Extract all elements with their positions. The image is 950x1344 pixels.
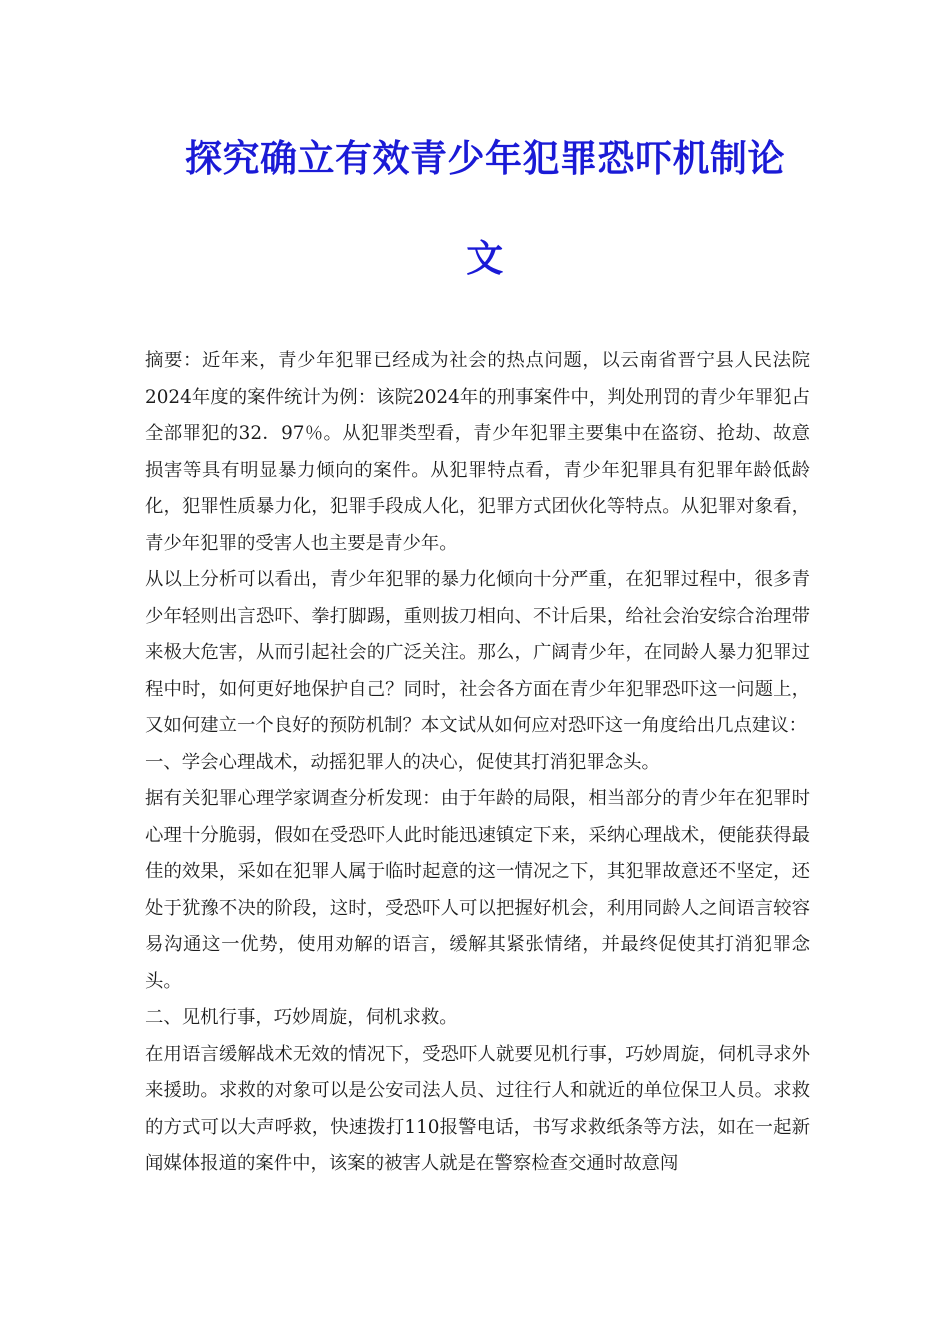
paragraph-abstract: 摘要：近年来，青少年犯罪已经成为社会的热点问题，以云南省晋宁县人民法院2024年度的案件统计为例：该院2024年的刑事案件中，判处刑罚的青少年罪犯占全部罪犯的32．97％。从犯罪类型看，青少年犯罪主要集中在盗窃、抢劫、故意损害等具有明显暴力倾向的案件。从犯罪特点看，青少年犯罪具有犯罪年龄低龄化，犯罪性质暴力化，犯罪手段成人化，犯罪方式团伙化等特点。从犯罪对象看，青少年犯罪的受害人也主要是青少年。 — [145, 350, 810, 554]
paragraph-section-1: 据有关犯罪心理学家调查分析发现：由于年龄的局限，相当部分的青少年在犯罪时心理十分脆弱，假如在受恐吓人此时能迅速镇定下来，采纳心理战术，便能获得最佳的效果，采如在犯罪人属于临时起意的这一情况之下，其犯罪故意还不坚定，还处于犹豫不决的阶段，这时，受恐吓人可以把握好机会，利用同龄人之间语言较容易沟通这一优势，使用劝解的语言，缓解其紧张情绪，并最终促使其打消犯罪念头。 — [145, 788, 810, 992]
section-heading-1: 一、学会心理战术，动摇犯罪人的决心，促使其打消犯罪念头。 — [145, 751, 660, 773]
document-title-line-1: 探究确立有效青少年犯罪恐吓机制论 — [185, 137, 785, 180]
section-heading-2: 二、见机行事，巧妙周旋，伺机求救。 — [145, 1007, 458, 1028]
paragraph-section-2: 在用语言缓解战术无效的情况下，受恐吓人就要见机行事，巧妙周旋，伺机寻求外来援助。求救的对象可以是公安司法人员、过往行人和就近的单位保卫人员。求救的方式可以大声呼救，快速拨打110报警电话，书写求救纸条等方法，如在一起新闻媒体报道的案件中，该案的被害人就是在警察检查交通时故意闯 — [145, 1043, 810, 1174]
paragraph-analysis: 从以上分析可以看出，青少年犯罪的暴力化倾向十分严重，在犯罪过程中，很多青少年轻则出言恐吓、拳打脚踢，重则拔刀相向、不计后果，给社会治安综合治理带来极大危害，从而引起社会的广泛关注。那么，广阔青少年，在同龄人暴力犯罪过程中时，如何更好地保护自己？同时，社会各方面在青少年犯罪恐吓这一问题上，又如何建立一个良好的预防机制？本文试从如何应对恐吓这一角度给出几点建议： — [145, 569, 810, 736]
document-body — [145, 343, 810, 1183]
document-title-line-2: 文 — [466, 237, 504, 280]
